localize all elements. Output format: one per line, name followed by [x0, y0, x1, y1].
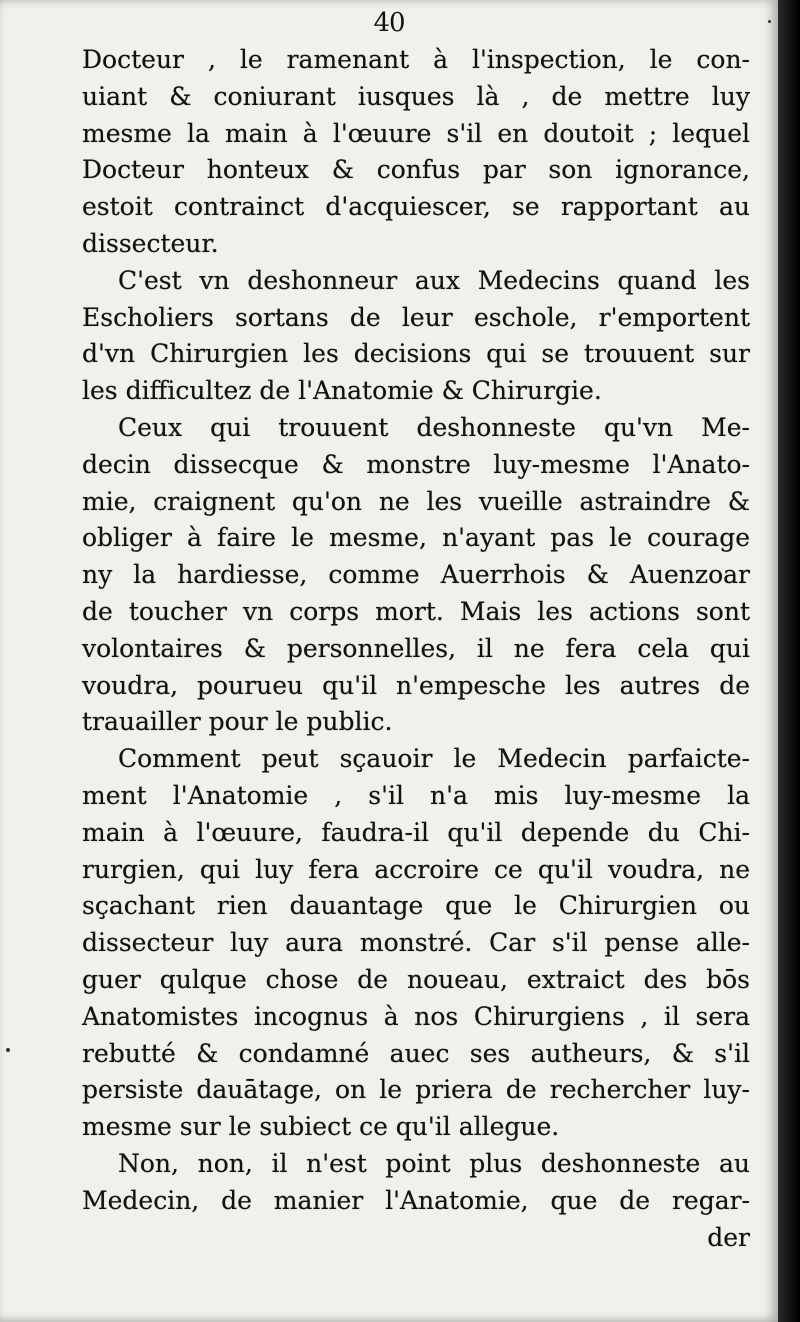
text-line: Escholiers sortans de leur eschole, r'emportent [82, 302, 750, 332]
page-edge-shadow [778, 0, 800, 1322]
ink-speck [6, 1048, 10, 1052]
catchword: der [707, 1222, 750, 1252]
text-line: Comment peut sçauoir le Medecin parfaicte- [118, 744, 750, 774]
text-line: voudra, pourueu qu'il n'empesche les autres de [82, 670, 750, 700]
text-line: de toucher vn corps mort. Mais les actions sont [82, 596, 750, 626]
text-line: main à l'œuure, faudra-il qu'il depende du Chi- [82, 817, 750, 847]
text-line: les difficultez de l'Anatomie & Chirurgie. [82, 376, 602, 406]
text-line: volontaires & personnelles, il ne fera cela qui [82, 633, 750, 663]
text-line: trauailler pour le public. [82, 707, 393, 737]
text-line: sçachant rien dauantage que le Chirurgien ou [82, 891, 750, 921]
text-line: decin dissecque & monstre luy-mesme l'Anato- [82, 449, 750, 479]
text-line: mesme la main à l'œuure s'il en doutoit ; lequel [82, 118, 750, 148]
text-line: mie, craignent qu'on ne les vueille astraindre & [82, 486, 750, 516]
page-number: 40 [373, 8, 405, 38]
text-line: Ceux qui trouuent deshonneste qu'vn Me- [118, 412, 750, 442]
text-line: estoit contrainct d'acquiescer, se rapportant au [82, 192, 750, 222]
text-line: dissecteur luy aura monstré. Car s'il pense alle- [82, 928, 750, 958]
text-line: rurgien, qui luy fera accroire ce qu'il voudra, ne [82, 854, 750, 884]
text-line: guer qulque chose de noueau, extraict des bōs [82, 964, 750, 994]
text-line: rebutté & condamné auec ses autheurs, & s'il [82, 1038, 750, 1068]
text-line: uiant & coniurant iusques là , de mettre luy [82, 81, 750, 111]
text-line: ment l'Anatomie , s'il n'a mis luy-mesme la [82, 780, 750, 810]
text-line: Docteur honteux & confus par son ignorance, [82, 155, 750, 185]
text-line: Anatomistes incognus à nos Chirurgiens , il sera [82, 1001, 750, 1031]
text-line: dissecteur. [82, 228, 219, 258]
text-line: C'est vn deshonneur aux Medecins quand les [118, 265, 750, 295]
body-text [82, 42, 750, 1256]
text-line: d'vn Chirurgien les decisions qui se trouuent sur [82, 339, 750, 369]
text-line: Medecin, de manier l'Anatomie, que de regar- [82, 1185, 750, 1215]
text-line: mesme sur le subiect ce qu'il allegue. [82, 1112, 560, 1142]
text-line: persiste dauātage, on le priera de rechercher luy- [82, 1075, 750, 1105]
text-line: Docteur , le ramenant à l'inspection, le con- [82, 45, 750, 74]
text-line: Non, non, il n'est point plus deshonneste au [118, 1148, 750, 1178]
text-line: obliger à faire le mesme, n'ayant pas le courage [82, 523, 750, 553]
ink-speck [768, 20, 771, 23]
text-line: ny la hardiesse, comme Auerrhois & Auenzoar [82, 560, 750, 590]
